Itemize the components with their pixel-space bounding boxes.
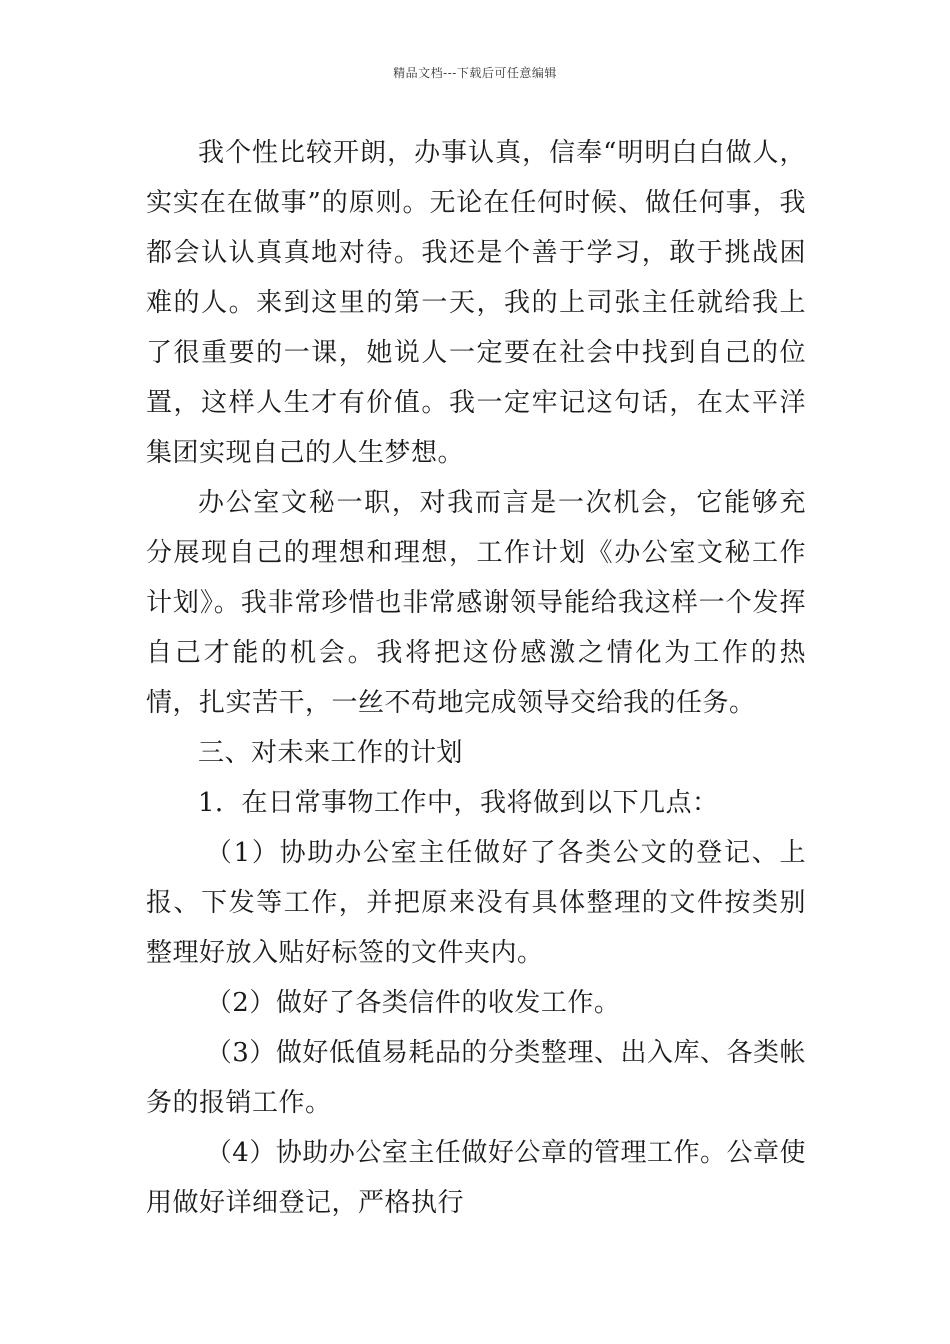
section-heading-future-plan: 三、对未来工作的计划: [198, 738, 464, 768]
list-item-3: （3）做好低值易耗品的分类整理、出入库、各类帐务的报销工作。: [146, 1038, 806, 1118]
list-heading-daily-work: 1．在日常事物工作中，我将做到以下几点：: [198, 788, 719, 818]
list-item-1: （1）协助办公室主任做好了各类公文的登记、上报、下发等工作，并把原来没有具体整理的文件按类别整理好放入贴好标签的文件夹内。: [146, 838, 806, 968]
paragraph-secretary-role: 办公室文秘一职，对我而言是一次机会，它能够充分展现自己的理想和理想，工作计划《办公室文秘工作计划》。我非常珍惜也非常感谢领导能给我这样一个发挥自己才能的机会。我将把这份感激之情化为工作的热情，扎实苦干，一丝不苟地完成领导交给我的任务。: [146, 488, 806, 718]
list-item-2: （2）做好了各类信件的收发工作。: [205, 988, 621, 1018]
list-item-4: （4）协助办公室主任做好公章的管理工作。公章使用做好详细登记，严格执行: [146, 1138, 806, 1218]
page-header: 精品文档---下载后可任意编辑: [393, 66, 557, 80]
document-body: [146, 128, 806, 1228]
paragraph-personality: 我个性比较开朗，办事认真，信奉“明明白白做人，实实在在做事”的原则。无论在任何时候、做任何事，我都会认认真真地对待。我还是个善于学习，敢于挑战困难的人。来到这里的第一天，我的上司张主任就给我上了很重要的一课，她说人一定要在社会中找到自己的位置，这样人生才有价值。我一定牢记这句话，在太平洋集团实现自己的人生梦想。: [146, 138, 806, 468]
